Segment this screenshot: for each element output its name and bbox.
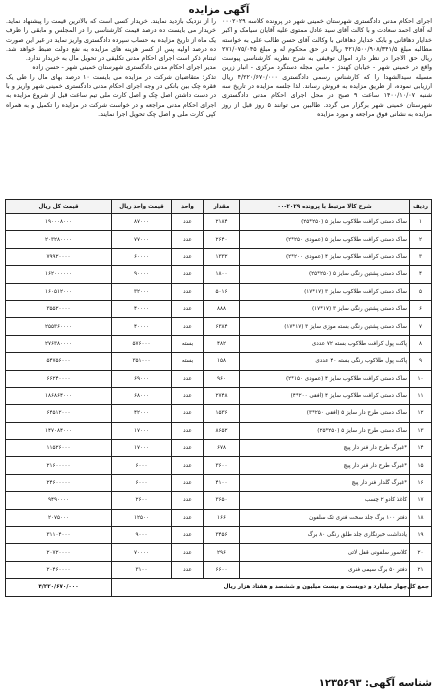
- cell-description: *غبرگ طرح دار فنر دار پیچ: [240, 440, 410, 457]
- cell-unit: عدد: [172, 509, 204, 526]
- cell-total-price: ۱۸۶۸۶۴۰۰۰: [6, 387, 112, 404]
- cell-quantity: ۳۶۵۰: [204, 492, 240, 509]
- cell-row-number: ۷: [410, 318, 432, 335]
- cell-row-number: ۶: [410, 300, 432, 317]
- cell-unit-price: ۱۷۰۰۰: [112, 422, 172, 439]
- cell-quantity: ۱۵۳۶: [204, 405, 240, 422]
- cell-unit: عدد: [172, 422, 204, 439]
- cell-row-number: ۱۸: [410, 509, 432, 526]
- cell-unit-price: ۷۰۰۰۰: [112, 544, 172, 561]
- cell-unit-price: ۹۰۰۰: [112, 527, 172, 544]
- cell-description: ساک دستی کرافت طلاکوب سایز ۵ (عمودی ۲۵۰*۲): [240, 231, 410, 248]
- cell-quantity: ۱۵۸: [204, 353, 240, 370]
- total-value: ۴/۲۲۰/۶۷۰/۰۰۰: [6, 579, 112, 596]
- cell-unit: بسته: [172, 335, 204, 352]
- cell-unit: عدد: [172, 440, 204, 457]
- cell-description: ساک دستی طرح دار سایز ۵ (۲۵۰*۲۵): [240, 422, 410, 439]
- cell-row-number: ۱۶: [410, 474, 432, 491]
- cell-quantity: ۱۳۳۲: [204, 248, 240, 265]
- header-row-number: ردیف: [410, 200, 432, 214]
- cell-row-number: ۱۲: [410, 405, 432, 422]
- cell-row-number: ۱۴: [410, 440, 432, 457]
- cell-total-price: ۹۴۹۰۰۰۰: [6, 492, 112, 509]
- cell-unit-price: ۳۲۰۰۰: [112, 283, 172, 300]
- table-row: [6, 370, 432, 387]
- items-table: [5, 199, 432, 597]
- table-row: [6, 422, 432, 439]
- cell-description: ساک دستی کرافت طلاکوب سایز ۴ (عمودی ۱۵۰*۲): [240, 370, 410, 387]
- cell-description: ساک دستی پشتین رنگی سایز ۵ (۲۵۰*۲۵): [240, 266, 410, 283]
- table-row: [6, 474, 432, 491]
- cell-description: کلاسور سلفونی قفل لاتی: [240, 544, 410, 561]
- cell-unit-price: ۳۱۰۰: [112, 561, 172, 578]
- cell-quantity: ۱۸۰۰: [204, 266, 240, 283]
- cell-unit: عدد: [172, 214, 204, 231]
- cell-unit: عدد: [172, 283, 204, 300]
- ad-signature: مدیر اجرای احکام مدنی دادگستری شهرستان خمینی شهر - حسن زاده: [32, 64, 216, 72]
- cell-unit: عدد: [172, 405, 204, 422]
- table-row: [6, 335, 432, 352]
- cell-unit: عدد: [172, 457, 204, 474]
- cell-unit: عدد: [172, 318, 204, 335]
- table-row: [6, 231, 432, 248]
- header-quantity: مقدار: [204, 200, 240, 214]
- cell-unit: عدد: [172, 370, 204, 387]
- ad-paragraph: را از نزدیک بازدید نمایند. خریدار کسی است که بالاترین قیمت را پیشنهاد نماید. خریدار می بایست ده درصد قیمت کارشناسی را در المجلس و مابقی را ظرف یک ماه از تاریخ مزایده به حساب سپرده دادگستری واریز نماید در غیر این صورت ده درصد اولیه پس از کسر هزینه های مزایده به نفع دولت ضبط خواهد شد. ثبتنام ذکر است اجرای احکام مدنی تکلیفی در تحویل مال به خریدار ندارد.: [6, 18, 216, 63]
- cell-unit-price: ۶۰۰۰: [112, 457, 172, 474]
- cell-description: ساک دستی کرافت طلاکوب سایز ۳ (۱۷*۱۷): [240, 283, 410, 300]
- cell-unit-price: ۶۸۰۰۰: [112, 387, 172, 404]
- table-row: [6, 248, 432, 265]
- header-unit: واحد: [172, 200, 204, 214]
- cell-unit-price: ۳۵۱۰۰۰: [112, 353, 172, 370]
- cell-unit-price: ۴۲۰۰۰: [112, 405, 172, 422]
- cell-unit-price: ۸۷۰۰۰: [112, 214, 172, 231]
- table-row: [6, 440, 432, 457]
- cell-unit: عدد: [172, 474, 204, 491]
- cell-total-price: ۱۶۲۰۰۰۰۰۰: [6, 266, 112, 283]
- cell-quantity: ۲۱۸۴: [204, 214, 240, 231]
- cell-total-price: ۳۵۵۲۰۰۰۰: [6, 300, 112, 317]
- cell-unit: عدد: [172, 561, 204, 578]
- header-total-price: قیمت کل ریال: [6, 200, 112, 214]
- ad-text-columns: [6, 17, 432, 195]
- cell-total-price: ۱۶۰۵۱۲۰۰۰: [6, 283, 112, 300]
- cell-unit: بسته: [172, 353, 204, 370]
- cell-unit-price: ۹۰۰۰۰: [112, 266, 172, 283]
- cell-unit-price: ۴۰۰۰۰: [112, 300, 172, 317]
- cell-description: ساک دستی کرافت طلاکوب سایز ۴ (افقی ۲۰۰*۴): [240, 387, 410, 404]
- cell-row-number: ۸: [410, 335, 432, 352]
- cell-quantity: ۲۹۶: [204, 544, 240, 561]
- cell-unit-price: ۵۷۶۰۰۰: [112, 335, 172, 352]
- cell-quantity: ۴۸۲: [204, 335, 240, 352]
- cell-description: ساک دستی کرافت طلاکوب سایز ۴ (عمودی ۲۰۰*۲): [240, 248, 410, 265]
- ad-text-right-column: [222, 17, 432, 195]
- cell-total-price: ۳۱۱۰۴۰۰۰: [6, 527, 112, 544]
- cell-unit: عدد: [172, 300, 204, 317]
- cell-total-price: ۲۷۶۳۸۰۰۰۰: [6, 335, 112, 352]
- table-row: [6, 353, 432, 370]
- cell-row-number: ۲: [410, 231, 432, 248]
- cell-row-number: ۵: [410, 283, 432, 300]
- ad-title: آگهی مزایده: [188, 5, 250, 16]
- cell-total-price: ۶۴۵۱۲۰۰۰: [6, 405, 112, 422]
- cell-quantity: ۶۶۰۰: [204, 561, 240, 578]
- table-row: [6, 387, 432, 404]
- cell-row-number: ۳: [410, 248, 432, 265]
- cell-description: پاکت پول طلاکوب رنگی بسته ۴۰ عددی: [240, 353, 410, 370]
- cell-unit-price: ۱۲۵۰۰: [112, 509, 172, 526]
- cell-total-price: ۲۱۶۰۰۰۰۰: [6, 457, 112, 474]
- cell-total-price: ۱۱۵۲۶۰۰۰: [6, 440, 112, 457]
- cell-row-number: ۱۷: [410, 492, 432, 509]
- ad-paragraph: اجرای احکام مدنی دادگستری شهرستان خمینی شهر در پرونده کلاسه ۰۰۰۲۰۲۹ له آقای احمد سعادت و با کالت آقای سید عادل ممتوی علیه آقایان سیامک و اکبر خدایار دهاقانی و بابک خدایار دهاقانی با وکالت آقای حسن طالب علی به خواسته مطالبه مبلغ ۴۲۱/۵۰۰/۹۰۸/۳۴۱/۵ ریال در حق محکوم له و مبلغ ۲۷۱/۰۷۵/۰۴۵ ریال حق الاجرا در نظر دارد اموال توقیفی به شرح نظریه کارشناسی پیوست واقع در خمینی شهر - خیابان کهندژ - مابین مجله دستگرد مرکزی - انبار زرین مسیله سیدالشهدا را که کارشناس رسمی دادگستری ۴/۲۲۰/۶۷۰/۰۰۰ ریال ارزیابی نموده، از طریق مزایده به فروش رساند. لذا جلسه مزایده در تاریخ سه شنبه ۱۴۰۰/۱۰/۰۷ ساعت ۹ صبح در محل اجرای احکام مدنی دادگستری شهرستان خمینی شهر برگزار می گردد. طالبین می توانند ۵ روز قبل از روز مزایده به نشانی فوق مراجعه و مورد مزایده: [222, 18, 432, 118]
- cell-quantity: ۳۶۰۰: [204, 457, 240, 474]
- cell-unit: عدد: [172, 266, 204, 283]
- cell-quantity: ۶۳۸۴: [204, 318, 240, 335]
- cell-quantity: ۴۱۰۰: [204, 474, 240, 491]
- cell-total-price: ۲۰۷۵۰۰۰: [6, 509, 112, 526]
- table-row: [6, 457, 432, 474]
- table-row: [6, 492, 432, 509]
- table-row: [6, 561, 432, 578]
- cell-description: ساک دستی پشتین رنگی سایز ۳ (۱۷*۱۷): [240, 300, 410, 317]
- cell-unit: عدد: [172, 231, 204, 248]
- cell-total-price: ۲۰۴۶۰۰۰۰: [6, 561, 112, 578]
- ad-id: شناسه آگهی: ۱۲۳۵۶۹۳: [318, 678, 432, 689]
- cell-row-number: ۱۱: [410, 387, 432, 404]
- cell-unit: عدد: [172, 387, 204, 404]
- cell-row-number: ۱: [410, 214, 432, 231]
- auction-ad: [6, 4, 432, 691]
- cell-row-number: ۱۵: [410, 457, 432, 474]
- cell-description: پاکت پول کرافت طلاکوب بسته ۷۲ عددی: [240, 335, 410, 352]
- total-words: چهار میلیارد و دویست و بیست میلیون و ششصد و هفتاد هزار ریال: [112, 579, 410, 596]
- cell-description: کاغذ کادو ۲ چسب: [240, 492, 410, 509]
- table-row: [6, 283, 432, 300]
- table-row: [6, 300, 432, 317]
- cell-total-price: ۱۴۷۰۸۴۰۰۰: [6, 422, 112, 439]
- total-row: [6, 579, 432, 596]
- cell-unit-price: ۶۹۰۰۰: [112, 370, 172, 387]
- cell-row-number: ۲۱: [410, 561, 432, 578]
- table-body: [6, 214, 432, 579]
- cell-total-price: ۵۴۷۵۶۰۰۰: [6, 353, 112, 370]
- table-row: [6, 527, 432, 544]
- cell-total-price: ۶۶۲۴۰۰۰۰: [6, 370, 112, 387]
- cell-quantity: ۳۴۵۶: [204, 527, 240, 544]
- cell-unit: عدد: [172, 492, 204, 509]
- cell-description: ساک دستی کرافت طلاکوب سایز ۵ (۲۵۰*۲۵): [240, 214, 410, 231]
- cell-row-number: ۱۳: [410, 422, 432, 439]
- cell-total-price: ۱۹۰۰۰۸۰۰۰: [6, 214, 112, 231]
- cell-quantity: ۲۷۴۸: [204, 387, 240, 404]
- cell-unit-price: ۲۶۰۰: [112, 492, 172, 509]
- table-row: [6, 544, 432, 561]
- cell-unit: عدد: [172, 527, 204, 544]
- table-row: [6, 214, 432, 231]
- cell-description: *غبرگ گلدار فنر دار پیچ: [240, 474, 410, 491]
- cell-description: دفتر ۵۰ برگ سیمی فنری: [240, 561, 410, 578]
- cell-description: دفتر ۱۰۰ برگ جلد سخت فنری تک سلفون: [240, 509, 410, 526]
- cell-row-number: ۴: [410, 266, 432, 283]
- cell-description: ساک دستی طرح دار سایز ۵ (افقی ۲۵۰*۳): [240, 405, 410, 422]
- cell-unit-price: ۶۰۰۰: [112, 474, 172, 491]
- cell-description: *غبرگ طرح دار فنر دار پیچ: [240, 457, 410, 474]
- cell-unit-price: ۷۷۰۰۰: [112, 231, 172, 248]
- cell-total-price: ۲۵۵۳۶۰۰۰۰: [6, 318, 112, 335]
- cell-description: ساک دستی پشتین رنگی بسته موزی سایز ۳ (۱۷*۱۷): [240, 318, 410, 335]
- header-unit-price: قیمت واحد ریال: [112, 200, 172, 214]
- ad-note: تذکر: متقاضیان شرکت در مزایده می بایست ۱۰ درصد بهای مال را طی یک فقره چک بین بانکی در وجه اجرای احکام مدنی دادگستری خمینی شهر واریز و با در دست داشتن اصل چک و اصل کارت ملی تیم ساعت قبل از شروع مزایده به اجرای احکام مدنی مراجعه و در خواست شرکت در مزایده را تکمیل و به همراه کپی کارت ملی و اصل چک تحویل اجرا نمایند.: [6, 73, 216, 118]
- cell-total-price: ۲۰۷۲۰۰۰۰: [6, 544, 112, 561]
- cell-quantity: ۶۷۸: [204, 440, 240, 457]
- total-label: جمع کل: [410, 579, 432, 596]
- cell-total-price: ۷۹۹۲۰۰۰۰: [6, 248, 112, 265]
- cell-row-number: ۱۰: [410, 370, 432, 387]
- table-row: [6, 266, 432, 283]
- cell-quantity: ۸۸۸: [204, 300, 240, 317]
- cell-unit-price: ۴۰۰۰۰: [112, 318, 172, 335]
- cell-quantity: ۱۶۶: [204, 509, 240, 526]
- table-row: [6, 509, 432, 526]
- table-row: [6, 318, 432, 335]
- cell-quantity: ۹۶۰: [204, 370, 240, 387]
- cell-unit-price: ۶۰۰۰۰: [112, 248, 172, 265]
- cell-quantity: ۵۰۱۶: [204, 283, 240, 300]
- table-header-row: [6, 200, 432, 214]
- cell-unit-price: ۱۷۰۰۰: [112, 440, 172, 457]
- cell-row-number: ۱۹: [410, 527, 432, 544]
- cell-row-number: ۹: [410, 353, 432, 370]
- cell-unit: عدد: [172, 544, 204, 561]
- cell-total-price: ۲۰۳۲۸۰۰۰۰: [6, 231, 112, 248]
- ad-text-left-column: [6, 17, 216, 195]
- cell-unit: عدد: [172, 248, 204, 265]
- header-description: شرح کالا مرتبط با پرونده ۲۰۲۹-۰۰: [240, 200, 410, 214]
- cell-quantity: ۸۶۵۲: [204, 422, 240, 439]
- cell-quantity: ۲۶۴۰: [204, 231, 240, 248]
- cell-total-price: ۲۴۶۰۰۰۰۰: [6, 474, 112, 491]
- table-row: [6, 405, 432, 422]
- cell-description: یادداشت خبرنگاری جلد طلق رنگی ۸۰ برگ: [240, 527, 410, 544]
- cell-row-number: ۲۰: [410, 544, 432, 561]
